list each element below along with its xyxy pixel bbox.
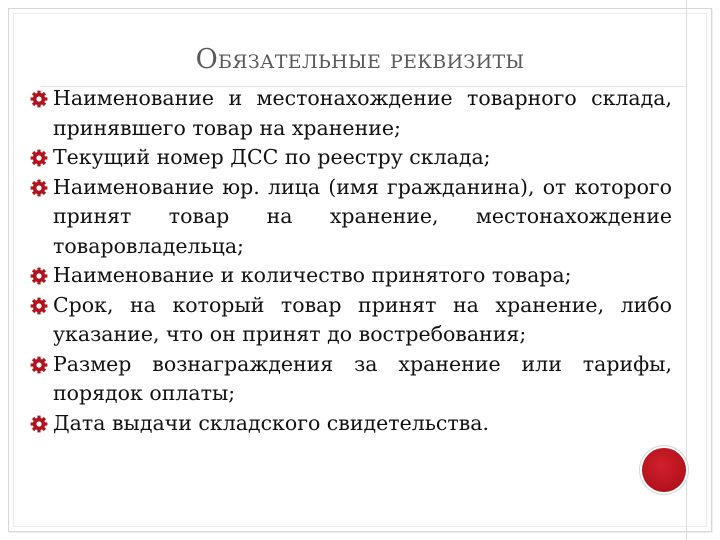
list-item — [30, 409, 672, 439]
list-item-text: Размер вознаграждения за хранение или тарифы, порядок оплаты; — [53, 351, 672, 405]
slide-title: Обязательные реквизиты — [195, 44, 525, 75]
gear-icon — [30, 415, 48, 433]
gear-icon — [30, 149, 48, 167]
requisites-list — [30, 84, 672, 438]
list-item-text: Наименование юр. лица (имя гражданина), от которого принят товар на хранение, местонахождение товаровладельца; — [53, 174, 672, 258]
list-item — [30, 173, 672, 262]
gear-icon — [30, 90, 48, 108]
list-item-text: Дата выдачи складского свидетельства. — [53, 410, 489, 435]
list-item-text: Текущий номер ДСС по реестру склада; — [53, 145, 491, 169]
gear-icon — [30, 179, 48, 197]
list-item — [30, 261, 672, 291]
list-item — [30, 143, 672, 173]
list-item — [30, 350, 672, 409]
gear-icon — [30, 297, 48, 315]
list-item-text: Наименование и количество принятого товара; — [53, 263, 572, 287]
gear-icon — [30, 356, 48, 374]
vertical-rule — [686, 0, 687, 540]
gear-icon — [30, 267, 48, 285]
red-circle-decoration — [642, 448, 686, 492]
list-item — [30, 84, 672, 143]
list-item — [30, 291, 672, 350]
list-item-text: Срок, на который товар принят на хранение, либо указание, что он принят до востребования; — [53, 292, 672, 346]
list-item-text: Наименование и местонахождение товарного склада, принявшего товар на хранение; — [53, 86, 672, 140]
